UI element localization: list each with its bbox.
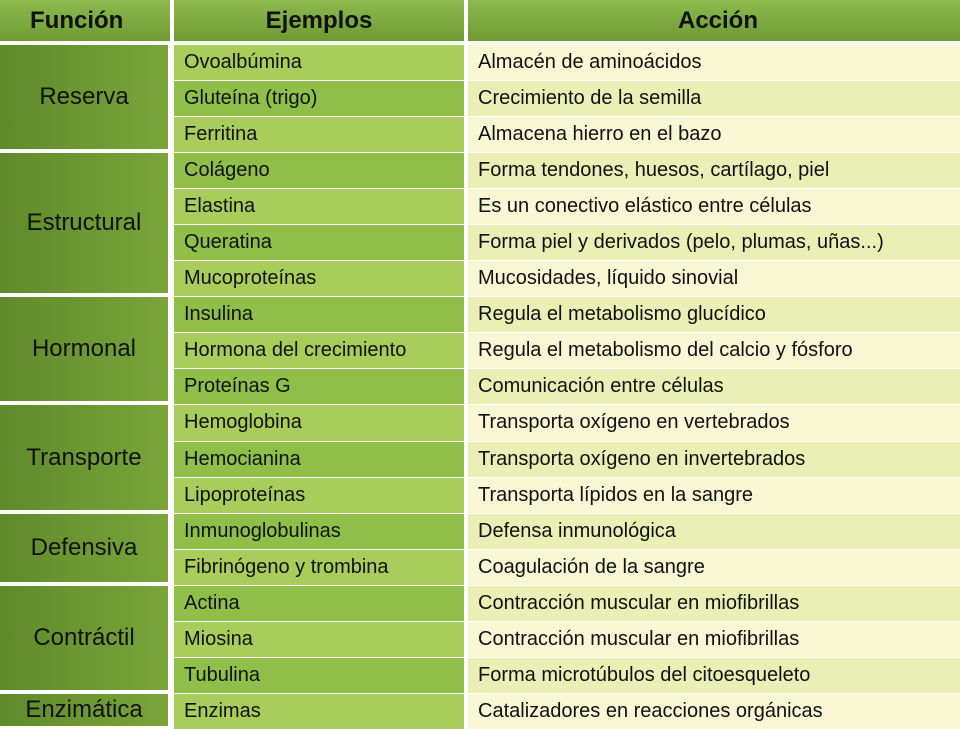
example-cell: Hormona del crecimiento — [174, 333, 464, 368]
action-cell: Defensa inmunológica — [468, 514, 960, 549]
example-cell: Actina — [174, 586, 464, 621]
action-cell: Crecimiento de la semilla — [468, 81, 960, 116]
function-cell: Contráctil — [0, 586, 170, 693]
example-cell: Mucoproteínas — [174, 261, 464, 296]
action-cell: Forma piel y derivados (pelo, plumas, uñas...) — [468, 225, 960, 260]
action-cell: Contracción muscular en miofibrillas — [468, 586, 960, 621]
example-cell: Colágeno — [174, 153, 464, 188]
example-cell: Hemoglobina — [174, 405, 464, 440]
action-cell: Forma microtúbulos del citoesqueleto — [468, 658, 960, 693]
example-cell: Ovoalbúmina — [174, 45, 464, 80]
action-cell: Regula el metabolismo glucídico — [468, 297, 960, 332]
example-cell: Lipoproteínas — [174, 478, 464, 513]
function-cell: Transporte — [0, 405, 170, 512]
example-cell: Ferritina — [174, 117, 464, 152]
header-ejemplos: Ejemplos — [174, 0, 464, 44]
action-cell: Mucosidades, líquido sinovial — [468, 261, 960, 296]
function-cell: Enzimática — [0, 694, 170, 729]
action-cell: Catalizadores en reacciones orgánicas — [468, 694, 960, 729]
example-cell: Gluteína (trigo) — [174, 81, 464, 116]
example-cell: Hemocianina — [174, 442, 464, 477]
action-cell: Coagulación de la sangre — [468, 550, 960, 585]
action-cell: Forma tendones, huesos, cartílago, piel — [468, 153, 960, 188]
example-cell: Tubulina — [174, 658, 464, 693]
function-cell: Reserva — [0, 45, 170, 152]
action-cell: Contracción muscular en miofibrillas — [468, 622, 960, 657]
example-cell: Insulina — [174, 297, 464, 332]
example-cell: Elastina — [174, 189, 464, 224]
action-cell: Transporta oxígeno en invertebrados — [468, 442, 960, 477]
example-cell: Inmunoglobulinas — [174, 514, 464, 549]
example-cell: Miosina — [174, 622, 464, 657]
action-cell: Regula el metabolismo del calcio y fósforo — [468, 333, 960, 368]
example-cell: Queratina — [174, 225, 464, 260]
function-cell: Hormonal — [0, 297, 170, 404]
example-cell: Enzimas — [174, 694, 464, 729]
action-cell: Comunicación entre células — [468, 369, 960, 404]
function-cell: Estructural — [0, 153, 170, 296]
action-cell: Transporta lípidos en la sangre — [468, 478, 960, 513]
action-cell: Es un conectivo elástico entre células — [468, 189, 960, 224]
action-cell: Almacén de aminoácidos — [468, 45, 960, 80]
example-cell: Fibrinógeno y trombina — [174, 550, 464, 585]
header-accion: Acción — [468, 0, 960, 44]
action-cell: Almacena hierro en el bazo — [468, 117, 960, 152]
header-funcion: Función — [0, 0, 170, 44]
function-cell: Defensiva — [0, 514, 170, 585]
example-cell: Proteínas G — [174, 369, 464, 404]
action-cell: Transporta oxígeno en vertebrados — [468, 405, 960, 440]
